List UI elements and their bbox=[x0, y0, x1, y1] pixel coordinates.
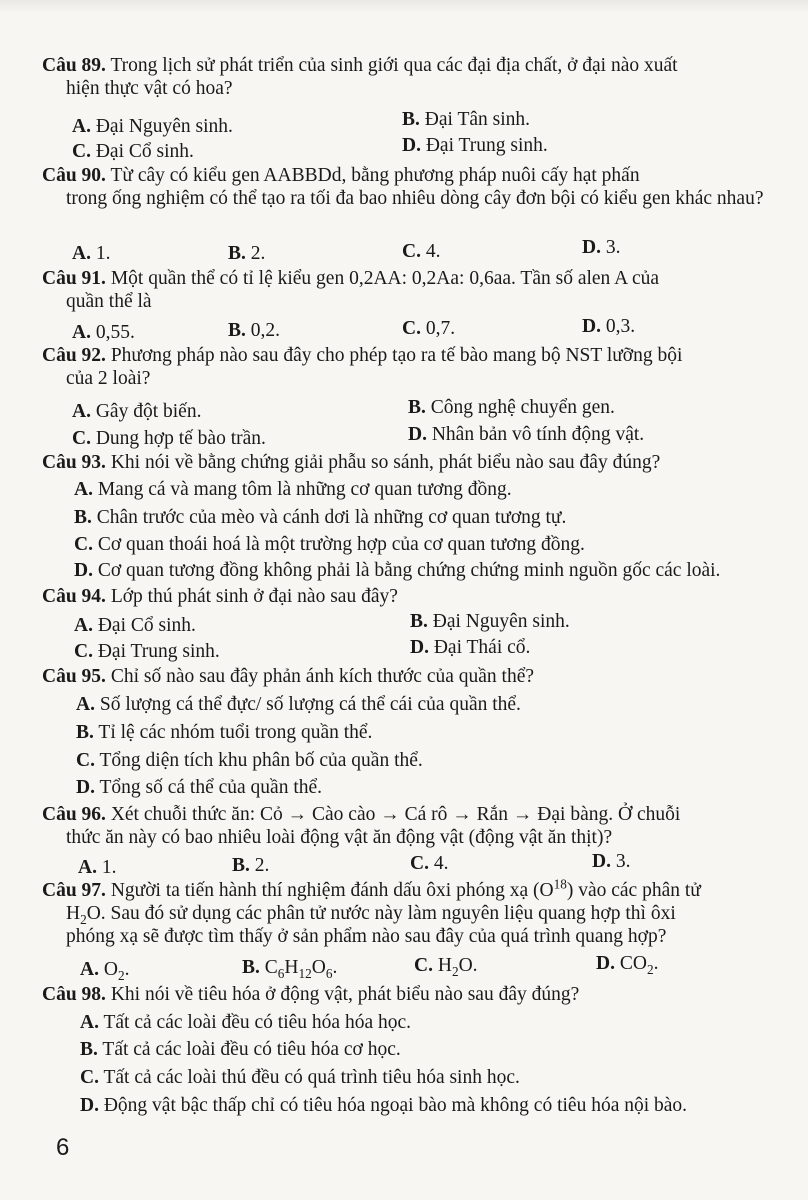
option-a: A. Gây đột biến. bbox=[72, 401, 202, 422]
question-text-cont: hiện thực vật có hoa? bbox=[66, 78, 233, 99]
question-91 bbox=[42, 267, 777, 313]
question-90 bbox=[42, 164, 777, 210]
question-89 bbox=[42, 54, 777, 100]
question-label: Câu 97. bbox=[42, 880, 106, 901]
option-b: B. Tất cả các loài đều có tiêu hóa cơ học. bbox=[80, 1039, 401, 1060]
option-d: D. 3. bbox=[592, 851, 631, 872]
option-b: B. Chân trước của mèo và cánh dơi là những cơ quan tương tự. bbox=[74, 507, 567, 528]
option-a: A. $O_2$. bbox=[80, 959, 130, 983]
question-label: Câu 93. bbox=[42, 452, 106, 473]
option-d: D. Tổng số cá thể của quần thể. bbox=[76, 777, 323, 798]
question-text: Trong lịch sử phát triển của sinh giới qua các đại địa chất, ở đại nào xuất bbox=[105, 55, 678, 76]
option-d: D. Cơ quan tương đồng không phải là bằng chứng chứng minh nguồn gốc các loài. bbox=[74, 560, 721, 581]
option-c: C. Dung hợp tế bào trần. bbox=[72, 428, 266, 449]
question-text: Khi nói về tiêu hóa ở động vật, phát biểu nào sau đây đúng? bbox=[105, 984, 580, 1005]
question-text-cont: của 2 loài? bbox=[66, 368, 151, 389]
question-94 bbox=[42, 585, 777, 608]
option-a: A. Số lượng cá thể đực/ số lượng cá thể cái của quần thể. bbox=[76, 694, 521, 715]
option-d: D. 0,3. bbox=[582, 316, 636, 337]
option-a: A. Đại Nguyên sinh. bbox=[72, 116, 233, 137]
option-b: B. $C_6H_{12}O_6$. bbox=[242, 957, 338, 981]
option-d: D. Đại Thái cổ. bbox=[410, 637, 531, 658]
question-text: Chỉ số nào sau đây phản ánh kích thước của quần thể? bbox=[105, 666, 535, 687]
option-a: A. 1. bbox=[78, 857, 117, 878]
option-d: D. 3. bbox=[582, 237, 621, 258]
question-text: Lớp thú phát sinh ở đại nào sau đây? bbox=[105, 586, 398, 607]
option-d: D. Đại Trung sinh. bbox=[402, 135, 548, 156]
question-label: Câu 90. bbox=[42, 165, 106, 186]
option-b: B. 0,2. bbox=[228, 320, 281, 341]
question-text-cont: quần thể là bbox=[66, 291, 152, 312]
question-label: Câu 92. bbox=[42, 345, 106, 366]
question-label: Câu 89. bbox=[42, 55, 106, 76]
option-a: A. Mang cá và mang tôm là những cơ quan tương đồng. bbox=[74, 479, 512, 500]
question-text: Khi nói về bằng chứng giải phẫu so sánh, phát biểu nào sau đây đúng? bbox=[105, 452, 661, 473]
question-text-cont: trong ống nghiệm có thể tạo ra tối đa bao nhiêu dòng cây đơn bội có kiểu gen khác nhau? bbox=[66, 188, 764, 209]
option-b: B. Đại Nguyên sinh. bbox=[410, 611, 570, 632]
question-95 bbox=[42, 665, 777, 688]
option-b: B. Công nghệ chuyển gen. bbox=[408, 397, 615, 418]
option-a: A. Tất cả các loài đều có tiêu hóa hóa học. bbox=[80, 1012, 412, 1033]
option-c: C. Đại Trung sinh. bbox=[74, 641, 220, 662]
question-text: Từ cây có kiểu gen AABBDd, bằng phương pháp nuôi cấy hạt phấn bbox=[105, 165, 640, 186]
option-c: C. 0,7. bbox=[402, 318, 456, 339]
option-c: C. Tất cả các loài thú đều có quá trình tiêu hóa sinh học. bbox=[80, 1067, 520, 1088]
page-number: 6 bbox=[56, 1134, 70, 1161]
question-label: Câu 94. bbox=[42, 586, 106, 607]
question-label: Câu 98. bbox=[42, 984, 106, 1005]
option-b: B. 2. bbox=[232, 855, 270, 876]
question-label: Câu 96. bbox=[42, 804, 106, 825]
option-b: B. Tỉ lệ các nhóm tuổi trong quần thể. bbox=[76, 722, 373, 743]
option-c: C. 4. bbox=[402, 241, 441, 262]
option-b: B. 2. bbox=[228, 243, 266, 264]
question-96 bbox=[42, 803, 777, 849]
question-label: Câu 95. bbox=[42, 666, 106, 687]
option-c: C. Đại Cổ sinh. bbox=[72, 141, 194, 162]
option-c: C. $H_2O$. bbox=[414, 955, 478, 979]
option-d: D. Nhân bản vô tính động vật. bbox=[408, 424, 645, 445]
question-92 bbox=[42, 344, 777, 390]
option-a: A. Đại Cổ sinh. bbox=[74, 615, 196, 636]
question-text: Một quần thể có tỉ lệ kiểu gen 0,2AA: 0,2Aa: 0,6aa. Tần số alen A của bbox=[105, 268, 660, 289]
question-text: Xét chuỗi thức ăn: Cỏ → Cào cào → Cá rô → Rắn → Đại bàng. Ở chuỗi bbox=[105, 804, 681, 825]
question-97: Câu 97. Người ta tiến hành thí nghiệm đánh dấu ôxi phóng xạ $(O^{18})$ vào các phân tử $H_2O$. Sau đó sử dụng các phân tử nước này làm nguyên liệu quang hợp thì ôxi phóng xạ sẽ được tìm thấy ở sản phẩm nào sau đây của quá trình quang hợp? bbox=[42, 879, 777, 948]
option-a: A. 1. bbox=[72, 243, 111, 264]
option-d: D. Động vật bậc thấp chỉ có tiêu hóa ngoại bào mà không có tiêu hóa nội bào. bbox=[80, 1095, 688, 1116]
option-c: C. Tổng diện tích khu phân bố của quần thể. bbox=[76, 750, 423, 771]
option-a: A. 0,55. bbox=[72, 322, 135, 343]
question-text-cont: $H_2O$. Sau đó sử dụng các phân tử nước này làm nguyên liệu quang hợp thì ôxi bbox=[66, 903, 676, 927]
question-text-cont: thức ăn này có bao nhiêu loài động vật ăn động vật (động vật ăn thịt)? bbox=[66, 827, 613, 848]
option-d: D. $CO_2$. bbox=[596, 953, 659, 977]
option-c: C. Cơ quan thoái hoá là một trường hợp của cơ quan tương đồng. bbox=[74, 534, 585, 555]
question-text-cont-2: phóng xạ sẽ được tìm thấy ở sản phẩm nào sau đây của quá trình quang hợp? bbox=[66, 926, 667, 947]
superscript: 18 bbox=[553, 876, 567, 892]
question-label: Câu 91. bbox=[42, 268, 106, 289]
question-98 bbox=[42, 983, 777, 1006]
option-b: B. Đại Tân sinh. bbox=[402, 109, 531, 130]
question-text: Phương pháp nào sau đây cho phép tạo ra tế bào mang bộ NST lưỡng bội bbox=[105, 345, 683, 366]
option-c: C. 4. bbox=[410, 853, 449, 874]
question-93 bbox=[42, 451, 777, 474]
